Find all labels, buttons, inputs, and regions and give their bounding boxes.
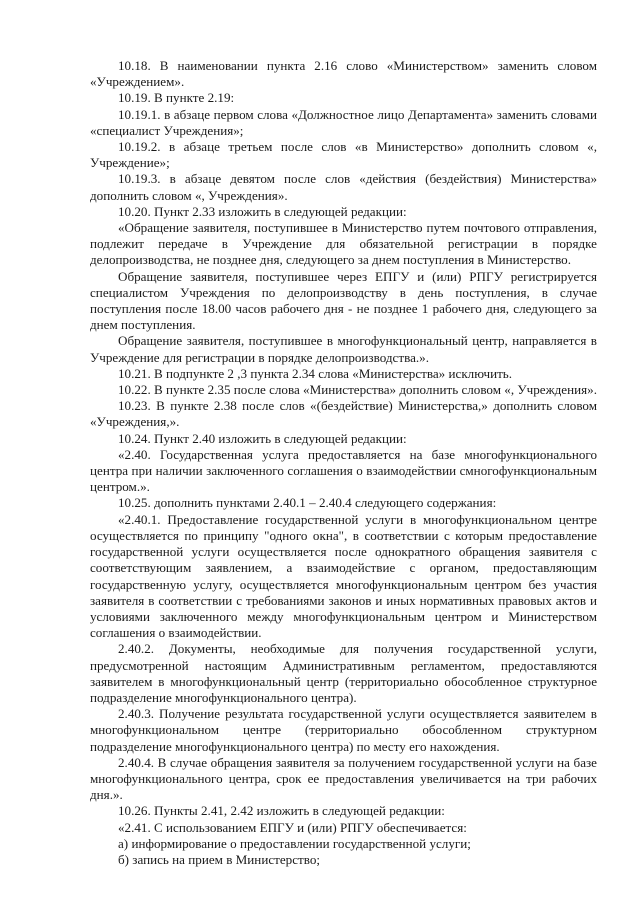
paragraph-2-33-mail: «Обращение заявителя, поступившее в Министерство путем почтового отправления, подлежит передаче в Учреждение для обязательной регистрации в порядке делопроизводства, не позднее дня, следующего за днем поступления в Министерство. <box>90 220 597 268</box>
paragraph-2-33-epgu: Обращение заявителя, поступившее через ЕПГУ и (или) РПГУ регистрируется специалистом Учреждения по делопроизводству в день поступления, в случае поступления после 18.00 часов рабочего дня - не позднее 1 рабочего дня, следующего за днем поступления. <box>90 268 597 333</box>
paragraph-2-40-2: 2.40.2. Документы, необходимые для получения государственной услуги, предусмотренной настоящим Административным регламентом, предоставляются заявителем в многофункциональный центр (территориально обособленное структурное подразделение многофункционального центра). <box>90 641 597 705</box>
paragraph-10-19: 10.19. В пункте 2.19: <box>118 90 235 106</box>
paragraph-10-18: 10.18. В наименовании пункта 2.16 слово «Министерством» заменить словом «Учреждением». <box>90 58 597 90</box>
paragraph-10-26: 10.26. Пункты 2.41, 2.42 изложить в следующей редакции: <box>118 803 445 819</box>
paragraph-10-21: 10.21. В подпункте 2 ,3 пункта 2.34 слова «Министерства» исключить. <box>118 365 513 381</box>
paragraph-10-23: 10.23. В пункте 2.38 после слов «(бездействие) Министерства,» дополнить словом «Учреждения,». <box>90 398 597 430</box>
paragraph-10-19-1: 10.19.1. в абзаце первом слова «Должностное лицо Департамента» заменить словами «специалист Учреждения»; <box>90 106 597 138</box>
paragraph-2-41: «2.41. С использованием ЕПГУ и (или) РПГУ обеспечивается: <box>118 819 467 835</box>
document-page <box>90 58 597 868</box>
paragraph-10-24: 10.24. Пункт 2.40 изложить в следующей редакции: <box>118 430 407 446</box>
paragraph-10-22: 10.22. В пункте 2.35 после слова «Министерства» дополнить словом «, Учреждения». <box>118 382 597 398</box>
paragraph-2-40-4: 2.40.4. В случае обращения заявителя за получением государственной услуги на базе многофункционального центра, срок ее предоставления увеличивается на три рабочих дня.». <box>90 754 597 803</box>
paragraph-2-33-mfc: Обращение заявителя, поступившее в многофункциональный центр, направляется в Учреждение для регистрации в порядке делопроизводства.». <box>90 333 597 365</box>
paragraph-2-40: «2.40. Государственная услуга предоставляется на базе многофункционального центра при наличии заключенного соглашения о взаимодействии смногофункциональным центром.». <box>90 446 597 495</box>
paragraph-2-40-3: 2.40.3. Получение результата государственной услуги осуществляется заявителем в многофункциональном центре (территориально обособленном структурном подразделение многофункционального центра) по месту его нахождения. <box>90 706 597 754</box>
paragraph-10-19-3: 10.19.3. в абзаце девятом после слов «действия (бездействия) Министерства» дополнить словом «, Учреждения». <box>90 171 597 203</box>
list-item-b: б) запись на прием в Министерство; <box>118 851 321 867</box>
paragraph-10-20: 10.20. Пункт 2.33 изложить в следующей редакции: <box>118 203 407 219</box>
list-item-a: а) информирование о предоставлении государственной услуги; <box>118 835 471 851</box>
paragraph-10-19-2: 10.19.2. в абзаце третьем после слов «в Министерство» дополнить словом «, Учреждение»; <box>90 139 597 171</box>
paragraph-2-40-1: «2.40.1. Предоставление государственной услуги в многофункциональном центре осуществляется по принципу "одного окна", в соответствии с которым предоставление государственной услуги осуществляется после однократного обращения заявителя с соответствующим заявлением, а взаимодействие с органом, предоставляющим государственную услугу, осуществляется многофункциональным центром без участия заявителя в соответствии с требованиями законов и иных нормативных правовых актов и условиями заключенного между многофункциональным центром и Министерством соглашения о взаимодействии. <box>90 511 597 641</box>
paragraph-10-25: 10.25. дополнить пунктами 2.40.1 – 2.40.4 следующего содержания: <box>118 495 497 511</box>
